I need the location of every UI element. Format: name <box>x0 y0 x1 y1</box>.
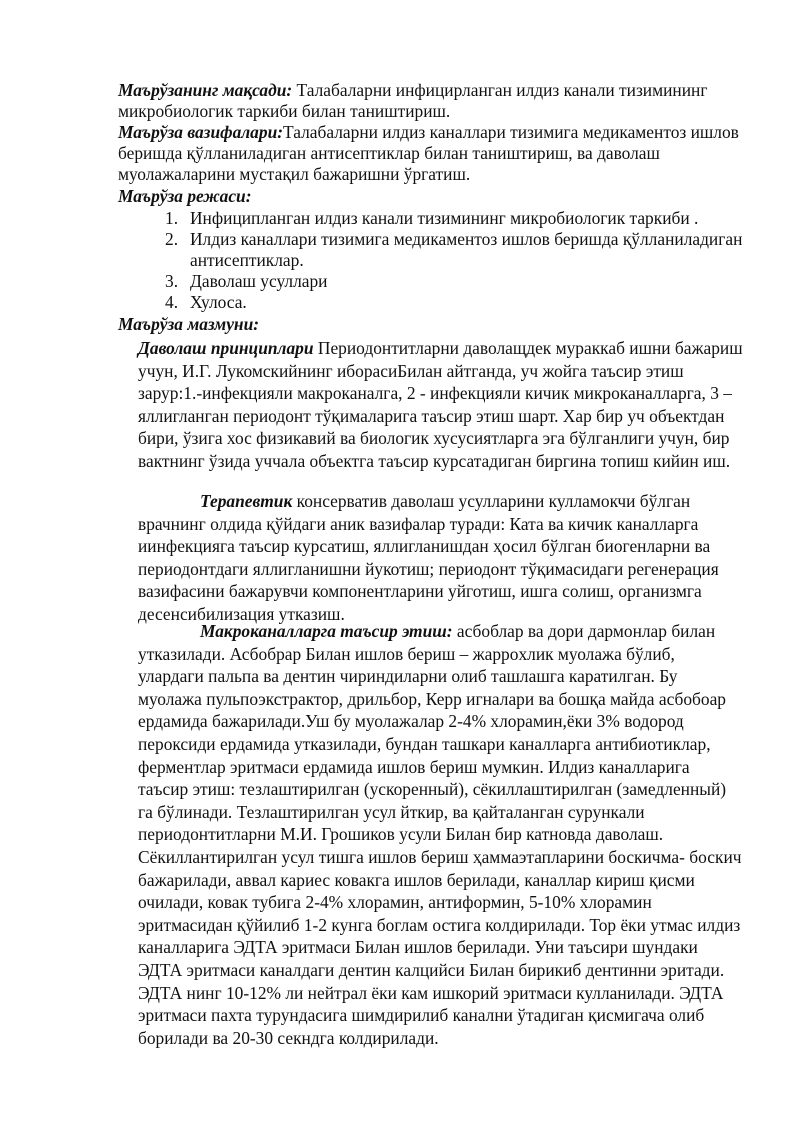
lecture-tasks <box>118 122 758 185</box>
plan-item-number: 4. <box>165 292 179 312</box>
plan-item-text: Илдиз каналлари тизимига медикаментоз ишлов беришда қўлланиладиган антисептиклар. <box>190 229 743 270</box>
plan-item <box>165 208 765 229</box>
tasks-label: Маърўза вазифалари: <box>118 122 284 142</box>
paragraph-therapeutic <box>138 490 743 626</box>
plan-item-text: Хулоса. <box>190 292 247 312</box>
paragraph-principles <box>138 337 743 473</box>
therapeutic-text: консерватив даволаш усулларини кулламокчи бўлган врачнинг олдида қўйдаги аник вазифалар туради: Ката ва кичик каналларга иинфекцияга таъсир курсатиш, яллигланишдан ҳосил бўлган биогенларни ва периодонтдаги яллигланишни йукотиш; периодонт тўқимасидаги регенерация вазифасини бажарувчи компонентларини уйготиш, ишга солиш, организмга десенсибилизация утказиш. <box>138 491 719 624</box>
plan-item <box>165 292 765 313</box>
plan-item-text: Даволаш усуллари <box>190 271 328 291</box>
content-heading <box>118 314 758 335</box>
aim-text: Талабаларни инфицирланган илдиз канали тизимининг микробиологик таркиби билан таништириш. <box>118 80 708 121</box>
plan-item-number: 3. <box>165 271 179 291</box>
lecture-aim <box>118 80 758 122</box>
plan-heading <box>118 186 758 207</box>
content-label: Маърўза мазмуни: <box>118 314 260 334</box>
plan-item-number: 1. <box>165 208 179 228</box>
tasks-text: Талабаларни илдиз каналлари тизимига медикаментоз ишлов беришда қўлланиладиган антисептиклар билан таништириш, ва даволаш муолажаларини мустақил бажаришни ўргатиш. <box>118 122 739 184</box>
principles-text: Периодонтитларни даволащдек мураккаб ишни бажариш учун, И.Г. Лукомскийнинг иборасиБилан айтганда, уч жойга таъсир этиш зарур:1.-инфекцияли макроканалга, 2 - инфекцияли кичик микроканалларга, 3 – яллигланган периодонт тўқималарига таъсир этиш шарт. Хар бир уч объектдан бири, ўзига хос физикавий ва биологик хусусиятларга эга бўлганлиги учун, бир вактнинг ўзида уччала объектга таъсир курсатадиган биргина топиш кийин иш. <box>138 338 743 471</box>
plan-item <box>165 229 765 271</box>
plan-list <box>165 208 765 313</box>
plan-label: Маърўза режаси: <box>118 186 252 206</box>
plan-item <box>165 271 765 292</box>
macrocanals-label: Макроканалларга таъсир этиш: <box>200 621 453 641</box>
therapeutic-label: Терапевтик <box>200 491 293 511</box>
plan-item-number: 2. <box>165 229 179 249</box>
principles-label: Даволаш принциплари <box>138 338 314 358</box>
aim-label: Маърўзанинг мақсади: <box>118 80 293 100</box>
paragraph-macrocanals <box>138 620 743 1049</box>
macrocanals-text: асбоблар ва дори дармонлар билан утказилади. Асбобрар Билан ишлов бериш – жарроxлик муолажа бўлиб, улардаги пальпа ва дентин чириндиларни олиб ташлашга каратилган. Бу муолажа пульпоэкстрактор, дрильбор, Керр игналари ва бошқа майда асбобоар ердамида бажарилади.Уш бу муолажалар 2-4% хлорамин,ёки 3% водород пероксиди ердамида утказилади, бундан ташкари каналларга антибиотиклар, ферментлар эритмаси ердамида ишлов бериш мумкин. Илдиз каналларига таъсир этиш: тезлаштирилган (ускоренный), сёкиллаштирилган (замедленный) га бўлинади. Тезлаштирилган усул йткир, ва қайталанган сурункали периодонтитларни М.И. Грошиков усули Билан бир катновда даволаш. Сёкиллантирилган усул тишга ишлов бериш ҳаммаэтапларини боскичма- боскич бажарилади, аввал кариес ковакга ишлов берилади, каналлар кириш қисми очилади, ковак тубига 2-4% хлорамин, антиформин, 5-10% хлорамин эритмасидан қўйилиб 1-2 кунга боглам остига колдирилади. Тор ёки утмас илдиз каналларига ЭДТА эритмаси Билан ишлов берилади. Уни таъсири шундаки ЭДТА эритмаси каналдаги дентин калцийси Билан бирикиб дентинни эритади. ЭДТА нинг 10-12% ли нейтрал ёки кам ишкорий эритмаси кулланилади. ЭДТА эритмаси пахта турундасига шимдирилиб канални ўтадиган қисмигача олиб борилади ва 20-30 секндга колдирилади. <box>138 621 742 1048</box>
plan-item-text: Инфиципланган илдиз канали тизимининг микробиологик таркиби . <box>190 208 699 228</box>
